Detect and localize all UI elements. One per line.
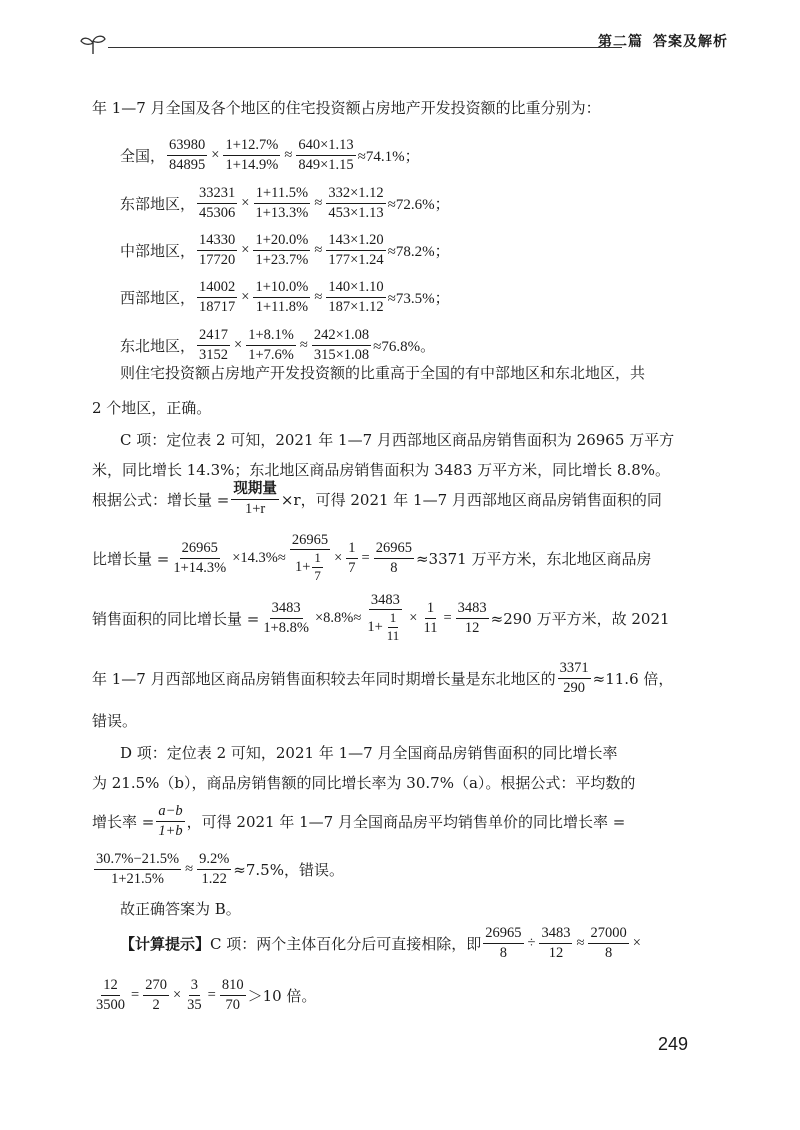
fraction-denominator: 11 bbox=[386, 628, 400, 644]
west-fraction-3 bbox=[346, 540, 357, 576]
west-mid: ×14.3%≈ bbox=[232, 549, 286, 566]
growth-adjust-fraction bbox=[223, 137, 280, 173]
fraction-numerator: 810 bbox=[220, 977, 246, 996]
calc-tip-line-1 bbox=[120, 918, 643, 968]
fraction-denominator: 187×1.12 bbox=[328, 298, 384, 315]
approx-sign: ≈ bbox=[314, 241, 323, 258]
growth-adjust-fraction bbox=[253, 232, 310, 268]
ratio-equation bbox=[92, 653, 673, 703]
approx-sign: ≈ bbox=[314, 288, 323, 305]
final-answer: 故正确答案为 B。 bbox=[120, 900, 241, 918]
calc-tip-text: C 项：两个主体百化分后可直接相除，即 bbox=[210, 934, 482, 953]
fraction-denominator bbox=[365, 610, 405, 644]
tip-fraction-4 bbox=[94, 977, 127, 1013]
west-growth-equation bbox=[92, 526, 651, 590]
region-equation-row bbox=[120, 225, 450, 275]
fraction-numerator: 1 bbox=[346, 540, 357, 559]
fraction-denominator: 1+7.6% bbox=[248, 346, 294, 363]
fraction-numerator: 242×1.08 bbox=[312, 327, 371, 346]
denominator-lead: 1+ bbox=[367, 619, 383, 636]
fraction-numerator: 30.7%−21.5% bbox=[94, 851, 181, 870]
region-equation-row bbox=[120, 320, 435, 370]
fraction-numerator: 14002 bbox=[197, 279, 237, 298]
tip-fraction-3 bbox=[588, 925, 628, 961]
fraction-denominator: 1+8.8% bbox=[263, 619, 309, 636]
fraction-numerator: 143×1.20 bbox=[326, 232, 385, 251]
estimate-fraction bbox=[326, 185, 385, 221]
region-label: 全国， bbox=[120, 146, 166, 165]
fraction-denominator: 84895 bbox=[169, 156, 206, 173]
times-sign: × bbox=[241, 288, 250, 305]
ne-mid: ×8.8%≈ bbox=[314, 609, 362, 626]
fraction-numerator: 3371 bbox=[558, 660, 591, 679]
fraction-numerator: 63980 bbox=[167, 137, 207, 156]
fraction-numerator: 332×1.12 bbox=[326, 185, 385, 204]
average-growth-formula bbox=[92, 796, 625, 846]
fraction-numerator: 26965 bbox=[290, 532, 330, 551]
growth-formula-prefix: 根据公式：增长量 = bbox=[92, 490, 230, 509]
fraction-numerator: 27000 bbox=[588, 925, 628, 944]
times-sign: × bbox=[409, 609, 418, 626]
fraction-denominator: 1+11.8% bbox=[255, 298, 309, 315]
sprout-icon bbox=[78, 32, 108, 56]
tip-fraction-2 bbox=[539, 925, 572, 961]
investment-ratio-fraction bbox=[197, 232, 237, 268]
growth-adjust-fraction bbox=[246, 327, 296, 363]
option-c-line-2: 米，同比增长 14.3%；东北地区商品房销售面积为 3483 万平方米，同比增长 8.8%。 bbox=[92, 461, 671, 479]
fraction-denominator: 290 bbox=[563, 679, 586, 696]
fraction-denominator: 8 bbox=[499, 944, 508, 961]
operator: = bbox=[131, 986, 140, 1003]
conclusion-line-2: 2 个地区，正确。 bbox=[92, 399, 212, 417]
ne-suffix: ≈290 万平方米，故 2021 bbox=[490, 609, 670, 628]
fraction-denominator: 177×1.24 bbox=[328, 251, 384, 268]
operator: × bbox=[172, 986, 182, 1003]
section-title: 答案及解析 bbox=[653, 34, 728, 50]
ne-prefix: 销售面积的同比增长量 = bbox=[92, 609, 260, 628]
nested-fraction bbox=[312, 551, 323, 584]
fraction-denominator: 2 bbox=[152, 996, 160, 1013]
fraction-numerator: 3483 bbox=[456, 600, 489, 619]
investment-ratio-fraction bbox=[167, 137, 207, 173]
fraction-numerator: 12 bbox=[101, 977, 120, 996]
option-d-line-2: 为 21.5%（b），商品房销售额的同比增长率为 30.7%（a）。根据公式：平均数的 bbox=[92, 774, 636, 792]
avg-formula-suffix: ，可得 2021 年 1—7 月全国商品房平均销售单价的同比增长率 = bbox=[186, 812, 626, 831]
growth-formula-fraction bbox=[231, 481, 279, 517]
fraction-denominator: 70 bbox=[225, 996, 240, 1013]
region-result: ≈76.8%。 bbox=[373, 338, 436, 355]
estimate-fraction bbox=[312, 327, 371, 363]
fraction-denominator: 1+13.3% bbox=[255, 204, 309, 221]
conclusion-line-1: 则住宅投资额占房地产开发投资额的比重高于全国的有中部地区和东北地区，共 bbox=[120, 364, 646, 382]
ne-fraction-2 bbox=[365, 592, 405, 645]
approx-sign: ≈ bbox=[299, 336, 308, 353]
fraction-numerator: 3483 bbox=[539, 925, 572, 944]
ratio-fraction bbox=[558, 660, 591, 696]
fraction-numerator: a−b bbox=[156, 803, 184, 822]
equals-sign: = bbox=[361, 549, 370, 566]
region-label: 东北地区， bbox=[120, 336, 196, 355]
option-c-verdict: 错误。 bbox=[92, 712, 138, 730]
fraction-numerator: 26965 bbox=[483, 925, 523, 944]
calc-tip-line-2 bbox=[92, 970, 316, 1020]
region-label: 东部地区， bbox=[120, 194, 196, 213]
region-result: ≈78.2%； bbox=[387, 243, 450, 260]
fraction-denominator: 1+14.9% bbox=[225, 156, 279, 173]
fraction-denominator: 3152 bbox=[199, 346, 229, 363]
tip-fraction-6 bbox=[185, 977, 204, 1013]
times-sign: × bbox=[241, 194, 250, 211]
west-prefix: 比增长量 = bbox=[92, 549, 170, 568]
ratio-suffix: ≈11.6 倍， bbox=[592, 669, 674, 688]
operator: × bbox=[632, 934, 641, 951]
fraction-denominator: 1+r bbox=[244, 500, 266, 517]
growth-formula-suffix: ×r，可得 2021 年 1—7 月西部地区商品房销售面积的同 bbox=[280, 490, 662, 509]
fraction-numerator: 2417 bbox=[197, 327, 230, 346]
fraction-numerator: 3483 bbox=[369, 592, 402, 611]
fraction-numerator: 26965 bbox=[374, 540, 414, 559]
fraction-denominator: 453×1.13 bbox=[328, 204, 384, 221]
approx-sign: ≈ bbox=[185, 860, 194, 877]
header-rule bbox=[108, 47, 622, 48]
ne-fraction-4 bbox=[456, 600, 489, 636]
fraction-denominator: 1+14.3% bbox=[173, 559, 227, 576]
fraction-numerator: 1+12.7% bbox=[223, 137, 280, 156]
running-header bbox=[78, 28, 728, 58]
west-fraction-4 bbox=[374, 540, 414, 576]
option-d-line-1: D 项：定位表 2 可知，2021 年 1—7 月全国商品房销售面积的同比增长率 bbox=[120, 744, 618, 762]
ne-fraction-3 bbox=[421, 600, 439, 636]
region-label: 西部地区， bbox=[120, 288, 196, 307]
fraction-numerator: 9.2% bbox=[197, 851, 231, 870]
option-c-line-1: C 项：定位表 2 可知，2021 年 1—7 月西部地区商品房销售面积为 26965 万平方 bbox=[120, 431, 675, 449]
investment-ratio-fraction bbox=[197, 327, 230, 363]
northeast-growth-equation bbox=[92, 585, 670, 651]
unit-price-equation bbox=[92, 844, 344, 894]
fraction-denominator: 1+b bbox=[158, 822, 183, 839]
growth-adjust-fraction bbox=[253, 279, 310, 315]
unit-price-fraction-2 bbox=[197, 851, 231, 887]
fraction-denominator: 7 bbox=[348, 559, 356, 576]
calc-tip-label: 【计算提示】 bbox=[120, 934, 211, 953]
fraction-numerator: 1+8.1% bbox=[246, 327, 296, 346]
estimate-fraction bbox=[326, 279, 385, 315]
fraction-numerator: 1+10.0% bbox=[253, 279, 310, 298]
equals-sign: = bbox=[443, 609, 452, 626]
fraction-denominator: 12 bbox=[548, 944, 564, 961]
fraction-numerator: 26965 bbox=[180, 540, 220, 559]
west-fraction-1 bbox=[171, 540, 228, 576]
calc-tip-suffix: ＞10 倍。 bbox=[247, 986, 317, 1005]
fraction-numerator: 现期量 bbox=[231, 481, 279, 500]
avg-formula-prefix: 增长率 = bbox=[92, 812, 155, 831]
region-equation-row bbox=[120, 178, 450, 228]
fraction-denominator: 3500 bbox=[96, 996, 125, 1013]
fraction-numerator: 1 bbox=[312, 551, 323, 568]
fraction-denominator: 18717 bbox=[199, 298, 236, 315]
fraction-numerator: 640×1.13 bbox=[296, 137, 355, 156]
unit-price-suffix: ≈7.5%，错误。 bbox=[233, 860, 344, 879]
region-result: ≈72.6%； bbox=[387, 196, 450, 213]
west-suffix: ≈3371 万平方米，东北地区商品房 bbox=[415, 549, 652, 568]
ratio-prefix: 年 1—7 月西部地区商品房销售面积较去年同时期增长量是东北地区的 bbox=[92, 669, 556, 688]
fraction-denominator: 11 bbox=[423, 619, 438, 636]
region-result: ≈74.1%； bbox=[357, 148, 420, 165]
fraction-numerator: 3483 bbox=[270, 600, 303, 619]
estimate-fraction bbox=[326, 232, 385, 268]
fraction-numerator: 270 bbox=[143, 977, 169, 996]
approx-sign: ≈ bbox=[314, 194, 323, 211]
fraction-denominator: 849×1.15 bbox=[298, 156, 354, 173]
fraction-denominator bbox=[293, 550, 327, 584]
times-sign: × bbox=[334, 549, 343, 566]
fraction-denominator: 7 bbox=[314, 568, 321, 584]
fraction-numerator: 1+11.5% bbox=[254, 185, 310, 204]
fraction-numerator: 1 bbox=[425, 600, 436, 619]
tip-fraction-5 bbox=[143, 977, 169, 1013]
operator: ÷ bbox=[527, 934, 536, 951]
fraction-numerator: 3 bbox=[189, 977, 200, 996]
growth-adjust-fraction bbox=[253, 185, 310, 221]
fraction-numerator: 33231 bbox=[197, 185, 237, 204]
growth-formula bbox=[92, 474, 662, 524]
fraction-denominator: 17720 bbox=[199, 251, 236, 268]
fraction-denominator: 315×1.08 bbox=[313, 346, 370, 363]
times-sign: × bbox=[234, 336, 243, 353]
region-equation-row bbox=[120, 272, 450, 322]
times-sign: × bbox=[241, 241, 250, 258]
fraction-numerator: 14330 bbox=[197, 232, 237, 251]
west-fraction-2 bbox=[290, 532, 330, 585]
page-number: 249 bbox=[658, 1034, 689, 1054]
region-result: ≈73.5%； bbox=[387, 290, 450, 307]
fraction-numerator: 1 bbox=[388, 611, 399, 628]
fraction-denominator: 12 bbox=[464, 619, 480, 636]
times-sign: × bbox=[211, 146, 220, 163]
fraction-denominator: 1.22 bbox=[201, 870, 227, 887]
fraction-denominator: 1+21.5% bbox=[111, 870, 164, 887]
tip-fraction-7 bbox=[220, 977, 246, 1013]
avg-formula-fraction bbox=[156, 803, 184, 839]
fraction-denominator: 45306 bbox=[199, 204, 236, 221]
region-label: 中部地区， bbox=[120, 241, 196, 260]
unit-price-fraction-1 bbox=[94, 851, 181, 887]
fraction-numerator: 1+20.0% bbox=[253, 232, 310, 251]
investment-ratio-fraction bbox=[197, 185, 237, 221]
fraction-denominator: 1+23.7% bbox=[255, 251, 309, 268]
investment-ratio-fraction bbox=[197, 279, 237, 315]
intro-text: 年 1—7 月全国及各个地区的住宅投资额占房地产开发投资额的比重分别为： bbox=[92, 99, 601, 117]
tip-fraction-1 bbox=[483, 925, 523, 961]
fraction-denominator: 8 bbox=[604, 944, 613, 961]
ne-fraction-1 bbox=[261, 600, 311, 636]
estimate-fraction bbox=[296, 137, 355, 173]
operator: ≈ bbox=[576, 934, 585, 951]
section-label: 第二篇 bbox=[598, 34, 643, 50]
denominator-lead: 1+ bbox=[294, 559, 311, 576]
nested-fraction bbox=[385, 611, 402, 644]
fraction-denominator: 35 bbox=[187, 996, 202, 1013]
region-equation-row bbox=[120, 130, 420, 180]
fraction-denominator: 8 bbox=[390, 559, 398, 576]
operator: = bbox=[207, 986, 216, 1003]
approx-sign: ≈ bbox=[284, 146, 293, 163]
fraction-numerator: 140×1.10 bbox=[326, 279, 385, 298]
running-title bbox=[598, 31, 728, 51]
